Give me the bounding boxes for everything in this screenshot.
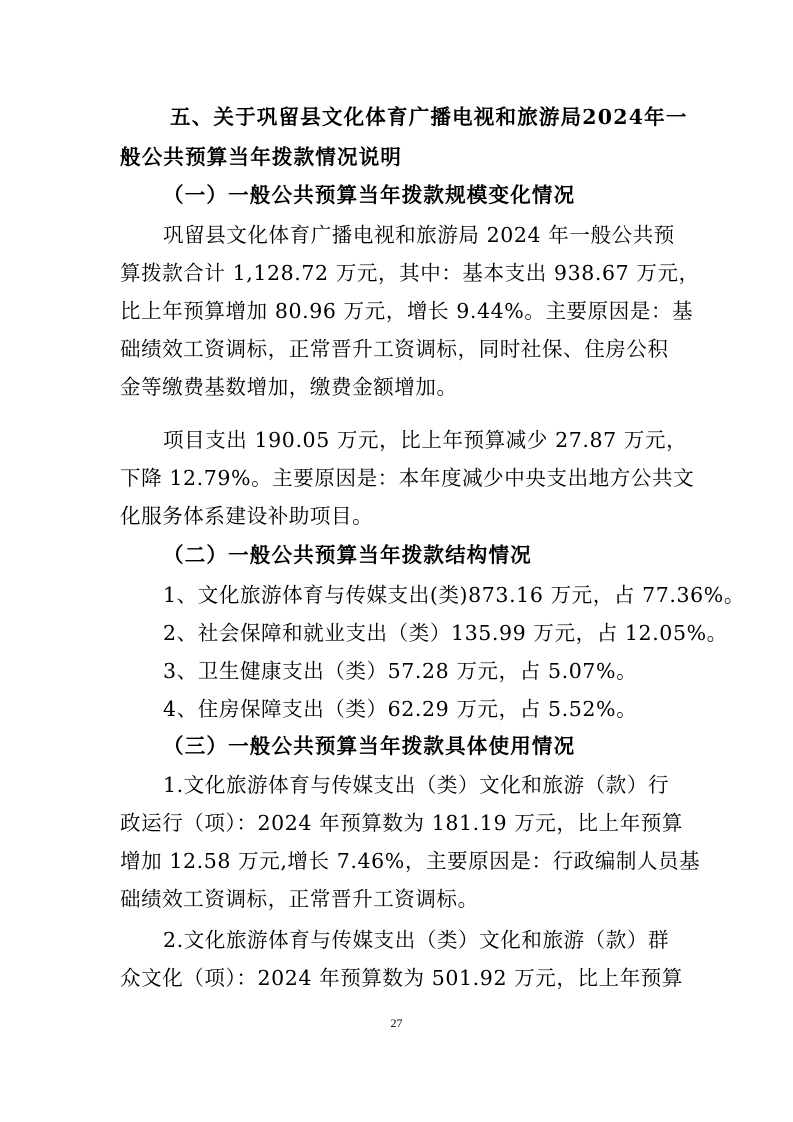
section-2-title: （二）一般公共预算当年拨款结构情况 — [163, 543, 532, 567]
section-2-item: 4、住房保障支出（类）62.29 万元，占 5.52%。 — [163, 697, 638, 721]
section-3-para-1-line: 1.文化旅游体育与传媒支出（类）文化和旅游（款）行 — [163, 773, 670, 797]
section-1-para-1-line: 金等缴费基数增加，缴费金额增加。 — [120, 375, 458, 399]
section-2-item: 1、文化旅游体育与传媒支出(类)873.16 万元，占 77.36%。 — [163, 583, 745, 607]
section-3-para-2-line: 2.文化旅游体育与传媒支出（类）文化和旅游（款）群 — [163, 928, 670, 952]
section-3-para-1-line: 础绩效工资调标，正常晋升工资调标。 — [120, 887, 479, 911]
page-number: 27 — [390, 1016, 403, 1030]
section-3-title: （三）一般公共预算当年拨款具体使用情况 — [163, 734, 576, 758]
section-1-para-2-line: 下降 12.79%。主要原因是：本年度减少中央支出地方公共文 — [120, 466, 695, 490]
section-3-para-1-line: 增加 12.58 万元,增长 7.46%，主要原因是：行政编制人员基 — [120, 849, 701, 873]
section-3-para-1-line: 政运行（项）：2024 年预算数为 181.19 万元，比上年预算 — [120, 811, 683, 835]
section-3-para-2-line: 众文化（项）：2024 年预算数为 501.92 万元，比上年预算 — [120, 966, 683, 990]
section-1-para-1-line: 比上年预算增加 80.96 万元，增长 9.44%。主要原因是：基 — [120, 299, 694, 323]
heading-line-2: 般公共预算当年拨款情况说明 — [120, 145, 403, 169]
section-1-title: （一）一般公共预算当年拨款规模变化情况 — [163, 183, 576, 207]
section-2-item: 2、社会保障和就业支出（类）135.99 万元，占 12.05%。 — [163, 621, 728, 645]
section-1-para-1-line: 巩留县文化体育广播电视和旅游局 2024 年一般公共预 — [163, 223, 675, 247]
section-2-item: 3、卫生健康支出（类）57.28 万元，占 5.07%。 — [163, 659, 638, 683]
section-1-para-2-line: 项目支出 190.05 万元，比上年预算减少 27.87 万元， — [163, 428, 688, 452]
section-1-para-1-line: 算拨款合计 1,128.72 万元，其中：基本支出 938.67 万元， — [120, 261, 700, 285]
heading-line-1: 五、关于巩留县文化体育广播电视和旅游局2024年一 — [170, 105, 688, 129]
section-1-para-2-line: 化服务体系建设补助项目。 — [120, 504, 374, 528]
section-1-para-1-line: 础绩效工资调标，正常晋升工资调标，同时社保、住房公积 — [120, 337, 669, 361]
